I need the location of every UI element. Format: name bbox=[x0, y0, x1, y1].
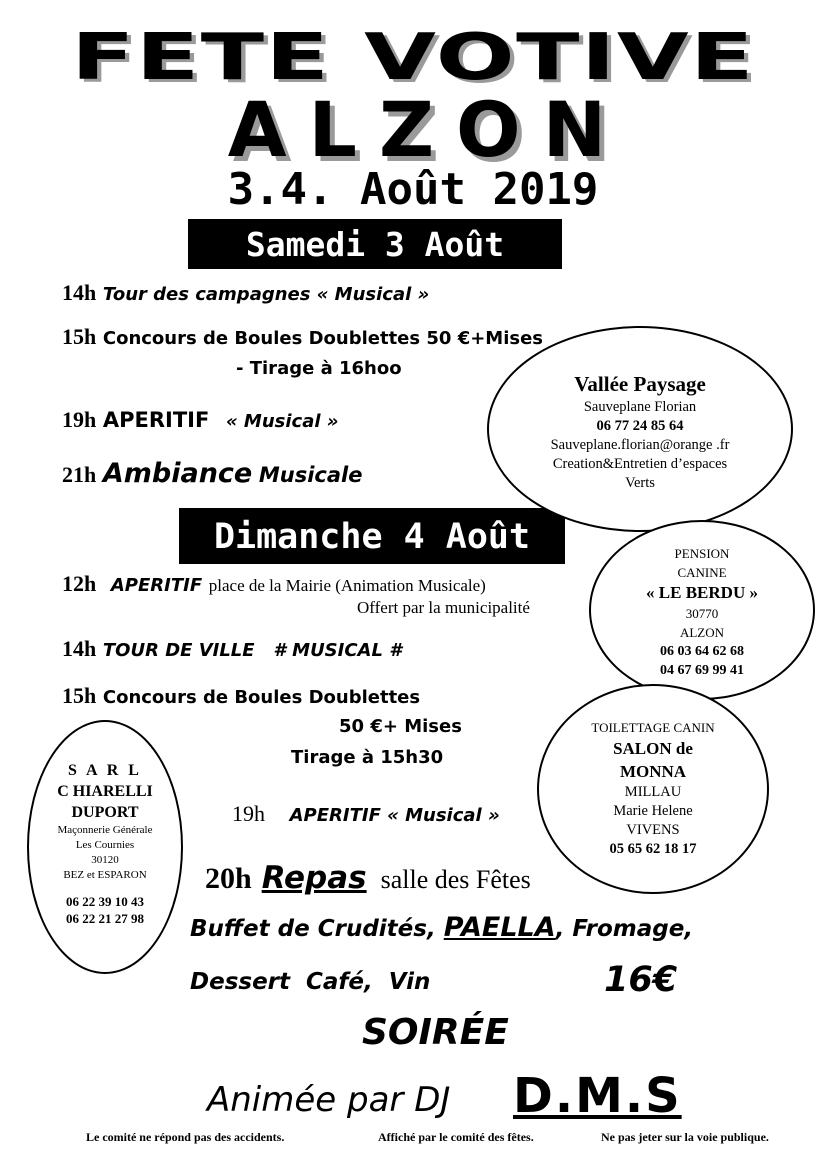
sponsor-person: Sauveplane Florian bbox=[583, 399, 697, 415]
sun-item-15h: 15h Concours de Boules Doublettes bbox=[62, 683, 421, 708]
sat-item-19h: 19h APERITIF « Musical » bbox=[62, 407, 339, 432]
sponsor-name: « LE BERDU » bbox=[646, 583, 758, 602]
sponsor-activity: Creation&Entretien d’espaces bbox=[552, 456, 728, 472]
sponsor-name: MONNA bbox=[619, 762, 687, 781]
sponsor-activity: Maçonnerie Générale bbox=[57, 824, 153, 836]
saturday-heading: Samedi 3 Août bbox=[188, 219, 562, 269]
sponsor-line: CANINE bbox=[677, 565, 727, 580]
footer-center: Affiché par le comité des fêtes. bbox=[378, 1130, 534, 1144]
sponsor-line: PENSION bbox=[674, 546, 730, 561]
sun-item-14h: 14h TOUR DE VILLE # MUSICAL # bbox=[62, 636, 402, 661]
sponsor-zip: 30120 bbox=[91, 854, 119, 866]
sponsor-town: BEZ et ESPARON bbox=[63, 869, 147, 881]
sun-item-15h-sub2: Tirage à 15h30 bbox=[291, 747, 444, 768]
sponsor-sarl-chiarelli bbox=[27, 720, 183, 974]
sun-item-12h: 12h APERITIF place de la Mairie (Animation Musicale) bbox=[62, 571, 486, 596]
sat-item-15h-sub: - Tirage à 16hoo bbox=[236, 358, 402, 379]
meal-price: 16€ bbox=[604, 960, 678, 1000]
event-date: 3.4. Août 2019 bbox=[227, 164, 599, 215]
meal-title: Repas bbox=[261, 860, 367, 896]
sponsor-name: DUPORT bbox=[71, 804, 139, 821]
meal-menu-line1: Buffet de Crudités, PAELLA, Fromage, bbox=[190, 912, 694, 943]
sponsor-town: ALZON bbox=[679, 625, 725, 640]
footer-right: Ne pas jeter sur la voie publique. bbox=[601, 1130, 769, 1144]
sponsor-line: TOILETTAGE CANIN bbox=[591, 720, 715, 735]
sponsor-town: MILLAU bbox=[624, 784, 682, 800]
sponsor-salon-monna bbox=[537, 684, 769, 894]
sponsor-phone: 04 67 69 99 41 bbox=[660, 663, 744, 678]
sat-item-14h: 14h Tour des campagnes « Musical » bbox=[62, 280, 430, 305]
footer-left: Le comité ne répond pas des accidents. bbox=[86, 1130, 285, 1144]
meal-place: salle des Fêtes bbox=[380, 865, 531, 894]
poster-title: FETE VOTIVE bbox=[71, 21, 755, 95]
meal-menu-line2: Dessert Café, Vin bbox=[190, 969, 431, 995]
sat-item-21h: 21h Ambiance Musicale bbox=[62, 458, 363, 489]
sunday-heading: Dimanche 4 Août bbox=[179, 508, 565, 564]
soiree-title: SOIRÉE bbox=[362, 1012, 509, 1053]
dj-label: Animée par DJ bbox=[207, 1080, 451, 1120]
sponsor-name: C HIARELLI bbox=[57, 783, 153, 800]
sponsor-phone: 06 77 24 85 64 bbox=[596, 418, 684, 434]
sponsor-person: VIVENS bbox=[626, 822, 680, 838]
sponsor-email: Sauveplane.florian@orange .fr bbox=[550, 437, 730, 453]
sponsor-zip: 30770 bbox=[685, 606, 719, 621]
sun-item-15h-sub1: 50 €+ Mises bbox=[339, 716, 462, 737]
meal-line bbox=[205, 860, 531, 896]
sat-item-15h: 15h Concours de Boules Doublettes 50 €+Mises bbox=[62, 324, 544, 349]
sponsor-pension-canine bbox=[589, 520, 815, 700]
sponsor-name: SALON de bbox=[613, 739, 693, 758]
sun-item-12h-sub: Offert par la municipalité bbox=[357, 598, 530, 617]
sponsor-phone: 05 65 62 18 17 bbox=[609, 841, 697, 857]
sponsor-place: Les Cournies bbox=[75, 839, 135, 851]
sponsor-phone: 06 03 64 62 68 bbox=[660, 644, 744, 659]
sponsor-person: Marie Helene bbox=[613, 803, 693, 819]
sponsor-name: S A R L bbox=[68, 762, 142, 779]
sponsor-activity: Verts bbox=[625, 475, 655, 491]
dj-name: D.M.S bbox=[513, 1068, 682, 1124]
sponsor-vallee-paysage bbox=[487, 326, 793, 532]
meal-hour: 20h bbox=[205, 862, 252, 895]
sponsor-name: Vallée Paysage bbox=[574, 372, 706, 396]
sun-item-19h: 19h APERITIF « Musical » bbox=[232, 801, 500, 826]
sponsor-phone: 06 22 21 27 98 bbox=[66, 911, 144, 926]
sponsor-phone: 06 22 39 10 43 bbox=[66, 894, 144, 909]
town-title: ALZON bbox=[227, 85, 629, 174]
